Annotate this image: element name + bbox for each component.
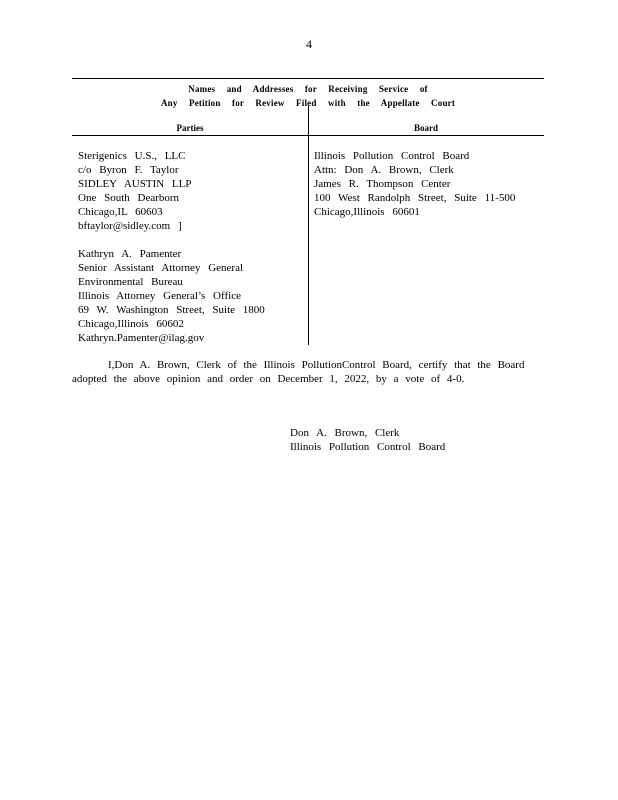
column-header-parties: Parties bbox=[176, 123, 204, 133]
column-header-board: Board bbox=[413, 123, 438, 133]
address-line: Illinois Attorney General’s Office bbox=[78, 290, 241, 302]
address-line: Sterigenics U.S., LLC bbox=[78, 150, 186, 162]
address-line: SIDLEY AUSTIN LLP bbox=[78, 178, 192, 190]
address-line: James R. Thompson Center bbox=[314, 178, 451, 190]
certification-paragraph bbox=[72, 358, 525, 386]
certification-line-1: I,Don A. Brown, Clerk of the Illinois PollutionControl Board, certify that the Board bbox=[108, 359, 525, 371]
signature-org: Illinois Pollution Control Board bbox=[290, 441, 446, 453]
address-line: Kathryn A. Pamenter bbox=[78, 248, 182, 260]
column-divider bbox=[308, 106, 309, 345]
address-line: 100 West Randolph Street, Suite 11-500 bbox=[314, 192, 516, 204]
table-top-rule bbox=[72, 78, 544, 79]
table-heading-line-1: Names and Addresses for Receiving Service of bbox=[188, 84, 428, 94]
party-address-attorney-general bbox=[78, 247, 265, 345]
email-line: bftaylor@sidley.com ] bbox=[78, 220, 182, 232]
signature-name: Don A. Brown, Clerk bbox=[290, 427, 400, 439]
board-address bbox=[314, 149, 515, 219]
email-line: Kathryn.Pamenter@ilag.gov bbox=[78, 332, 205, 344]
address-line: Chicago,Illinois 60601 bbox=[314, 206, 420, 218]
table-heading-line-2: Any Petition for Review Filed with the Appellate Court bbox=[160, 98, 456, 108]
signature-block bbox=[290, 426, 445, 454]
address-line: c/o Byron F. Taylor bbox=[78, 164, 179, 176]
page-number: 4 bbox=[306, 37, 312, 51]
address-line: Illinois Pollution Control Board bbox=[314, 150, 470, 162]
address-line: 69 W. Washington Street, Suite 1800 bbox=[78, 304, 265, 316]
address-line: Environmental Bureau bbox=[78, 276, 183, 288]
address-line: Chicago,Illinois 60602 bbox=[78, 318, 184, 330]
certification-line-2: adopted the above opinion and order on December 1, 2022, by a vote of 4-0. bbox=[72, 373, 465, 385]
header-rule bbox=[72, 135, 544, 136]
address-line: One South Dearborn bbox=[78, 192, 180, 204]
address-line: Attn: Don A. Brown, Clerk bbox=[314, 164, 454, 176]
party-address-sterigenics bbox=[78, 149, 191, 233]
address-line: Senior Assistant Attorney General bbox=[78, 262, 244, 274]
address-line: Chicago,IL 60603 bbox=[78, 206, 163, 218]
